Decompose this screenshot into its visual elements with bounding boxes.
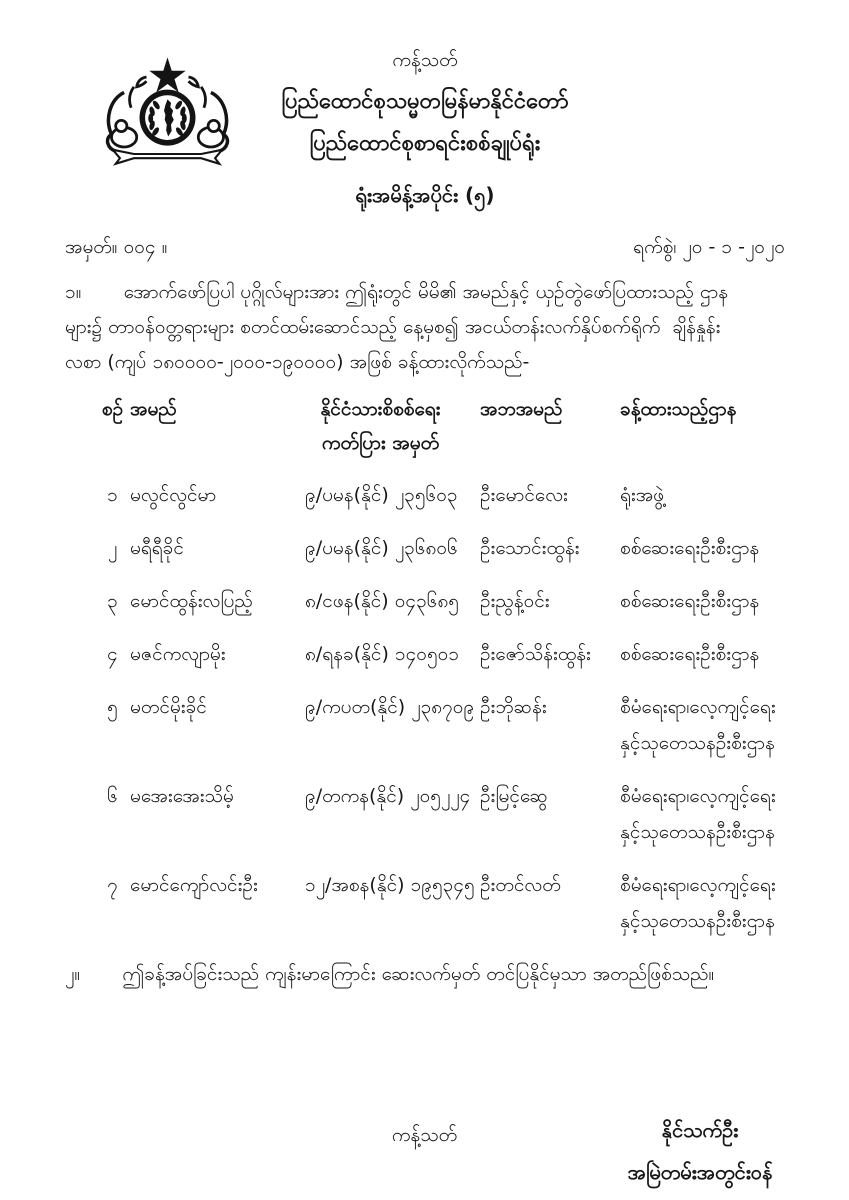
table-row <box>95 867 785 939</box>
order-title: ရုံးအမိန့်အပိုင်း (၅) <box>355 183 495 207</box>
row-department-line-1: ရုံးအဖွဲ့ <box>620 484 665 506</box>
row-department-line-2: နှင့်သုတေသနဦးစီးဌာန <box>620 821 775 843</box>
row-department-line-1: စစ်ဆေးရေးဦးစီးဌာန <box>620 643 760 665</box>
row-father: ဦးညွန့်ဝင်း <box>480 590 550 612</box>
row-nrc: ၉/ပမန(နိုင်) ၂၃၆၈၀၆ <box>305 537 458 559</box>
table-row <box>95 636 785 672</box>
row-father: ဦးဇော်သိန်းထွန်း <box>480 643 591 665</box>
row-department <box>620 583 785 619</box>
paragraph-1 <box>65 275 785 380</box>
table-row <box>95 778 785 850</box>
signatory-title: အမြဲတမ်းအတွင်းဝန် <box>627 1160 773 1184</box>
state-title: ပြည်ထောင်စုသမ္မတမြန်မာနိုင်ငံတော် <box>281 89 569 114</box>
row-number: ၄ <box>107 643 118 665</box>
row-number: ၃ <box>107 590 118 612</box>
row-nrc: ၁၂/အစန(နိုင်) ၁၉၅၃၄၅ <box>305 874 475 896</box>
row-number: ၁ <box>107 484 118 506</box>
document-number: အမှတ်။ ၀၀၄ ။ <box>65 236 168 258</box>
row-department <box>620 636 785 672</box>
row-department <box>620 867 785 939</box>
row-department-line-2: နှင့်သုတေသနဦးစီးဌာန <box>620 910 775 932</box>
table-row <box>95 689 785 761</box>
appointment-table <box>95 392 785 939</box>
document-date: ရက်စွဲ၊ ၂၀ - ၁ -၂၀၂၀ <box>633 236 785 258</box>
myanmar-state-seal-icon <box>95 56 240 168</box>
row-department-line-1: စီမံရေးရာ၊လေ့ကျင့်ရေး <box>620 874 776 896</box>
header-no: စဉ် <box>101 398 124 420</box>
row-father: ဦးသောင်းထွန်း <box>480 537 580 559</box>
header-nrc-line-1: နိုင်ငံသားစိစစ်ရေး <box>320 398 441 420</box>
row-name: မတင်မိုးခိုင် <box>130 696 207 718</box>
table-row <box>95 583 785 619</box>
row-father: ဦးတင်လတ် <box>480 874 561 896</box>
header-name: အမည် <box>130 398 177 420</box>
table-header-row <box>95 392 785 460</box>
row-name: မောင်ထွန်းလပြည့် <box>130 590 253 612</box>
row-nrc: ၈/ရနခ(နိုင်) ၁၄၀၅၀၁ <box>305 643 460 665</box>
header-nrc <box>305 392 480 460</box>
row-name: မရီရီခိုင် <box>130 537 184 559</box>
row-department <box>620 778 785 850</box>
row-department <box>620 689 785 761</box>
paragraph-1-line-3: လစာ (ကျပ် ၁၈၀၀၀၀-၂၀၀၀-၁၉၀၀၀၀) အဖြစ် ခန့်ထားလိုက်သည်- <box>65 351 530 373</box>
office-title: ပြည်ထောင်စုစာရင်းစစ်ချုပ်ရုံး <box>309 131 541 156</box>
row-department-line-1: စီမံရေးရာ၊လေ့ကျင့်ရေး <box>620 696 776 718</box>
paragraph-1-line-2: များ၌ တာဝန်ဝတ္တရားများ စတင်ထမ်းဆောင်သည့် နေ့မှစ၍ အငယ်တန်းလက်နှိပ်စက်ရိုက် ချိန်နှုန်း <box>65 316 721 338</box>
header-father: အဘအမည် <box>480 398 563 420</box>
classification-marking-top: ကန့်သတ် <box>392 49 458 71</box>
classification-marking-bottom: ကန့်သတ် <box>391 1124 458 1146</box>
number-date-row <box>65 233 785 261</box>
table-row <box>95 477 785 513</box>
row-number: ၂ <box>107 537 118 559</box>
row-name: မလွင်လွင်မာ <box>130 484 217 506</box>
row-nrc: ၈/ငဖန(နိုင်) ၀၄၃၆၈၅ <box>305 590 459 612</box>
row-number: ၇ <box>107 874 118 896</box>
row-father: ဦးဘိုဆန်း <box>480 696 547 718</box>
row-name: မဇင်ကလျာမိုး <box>130 643 226 665</box>
row-nrc: ၉/ကပတ(နိုင်) ၂၃၈၇၀၉ <box>305 696 475 718</box>
row-nrc: ၉/တကန(နိုင်) ၂၀၅၂၂၄ <box>305 785 471 807</box>
paragraph-2: ၂။ ဤခန့်အပ်ခြင်းသည် ကျန်းမာကြောင်း ဆေးလက်မှတ် တင်ပြနိုင်မှသာ အတည်ဖြစ်သည်။ <box>65 963 715 985</box>
row-father: ဦးမောင်လေး <box>480 484 568 506</box>
row-nrc: ၉/ပမန(နိုင်) ၂၃၅၆၀၃ <box>305 484 458 506</box>
row-number: ၆ <box>107 785 118 807</box>
row-department <box>620 530 785 566</box>
row-department <box>620 477 785 513</box>
row-name: မအေးအေးသိမ့် <box>130 785 234 807</box>
row-department-line-1: စစ်ဆေးရေးဦးစီးဌာန <box>620 537 760 559</box>
row-department-line-2: နှင့်သုတေသနဦးစီးဌာန <box>620 732 775 754</box>
signatory-name: နိုင်သက်ဦး <box>661 1118 739 1142</box>
row-department-line-1: စစ်ဆေးရေးဦးစီးဌာန <box>620 590 760 612</box>
row-number: ၅ <box>107 696 118 718</box>
header-nrc-line-2: ကတ်ပြား အမှတ် <box>321 432 440 454</box>
row-father: ဦးမြင့်ဆွေ <box>480 785 548 807</box>
paragraph-1-line-1: ၁။ အောက်ဖော်ပြပါ ပုဂ္ဂိုလ်များအား ဤရုံးတွင် မိမိ၏ အမည်နှင့် ယှဉ်တွဲဖော်ပြထားသည့် ဌာန <box>65 281 729 303</box>
header-department: ခန့်ထားသည့်ဌာန <box>620 398 737 420</box>
row-department-line-1: စီမံရေးရာ၊လေ့ကျင့်ရေး <box>620 785 776 807</box>
row-name: မောင်ကျော်လင်းဦး <box>130 874 258 896</box>
table-row <box>95 530 785 566</box>
